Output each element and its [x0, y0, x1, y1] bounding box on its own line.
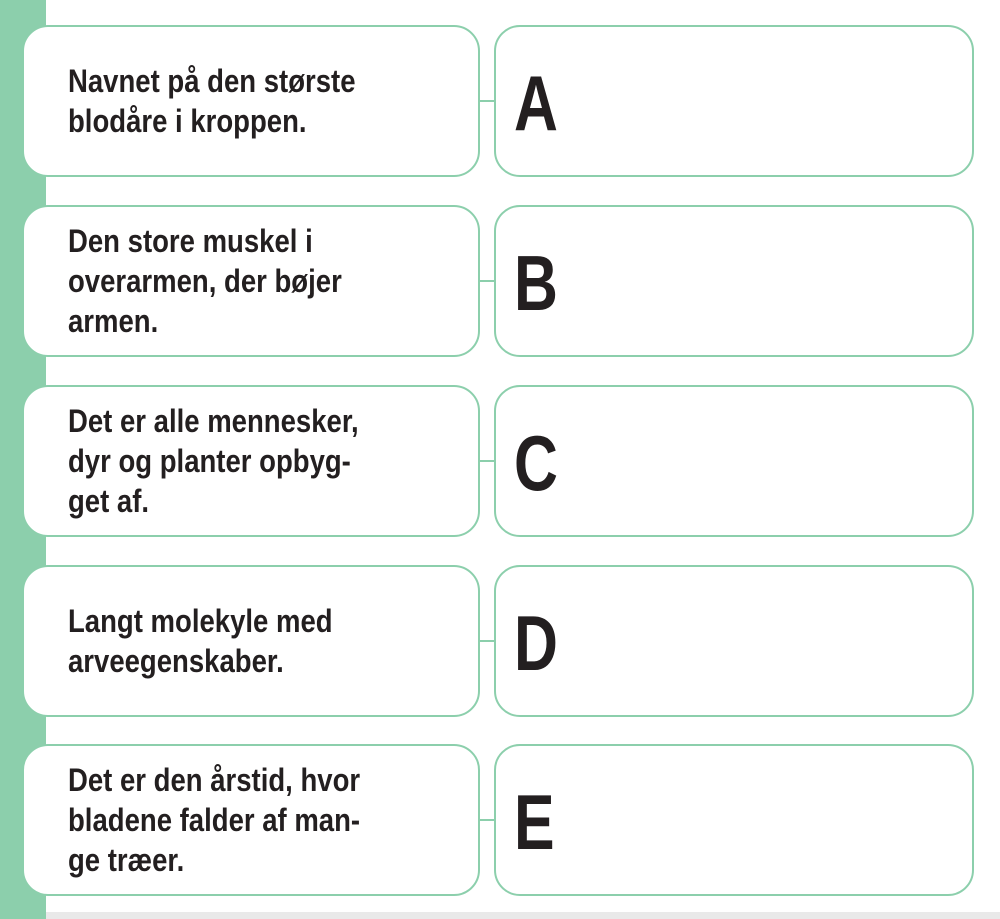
- answer-box-d[interactable]: [494, 565, 974, 717]
- answer-box-e[interactable]: [494, 744, 974, 896]
- connector-line: [480, 640, 494, 642]
- clue-text-d: [68, 601, 333, 681]
- clue-line: overarmen, der bøjer: [68, 263, 342, 299]
- clue-line: get af.: [68, 483, 150, 519]
- clue-line: Navnet på den største: [68, 63, 356, 99]
- clue-line: dyr og planter opbyg-: [68, 443, 351, 479]
- connector-line: [480, 280, 494, 282]
- answer-letter-c: C: [514, 419, 558, 507]
- quiz-row-d: [0, 565, 1000, 721]
- connector-line: [480, 100, 494, 102]
- answer-letter-b: B: [514, 239, 558, 327]
- quiz-row-a: [0, 25, 1000, 181]
- clue-box-a: [22, 25, 480, 177]
- quiz-row-c: [0, 385, 1000, 541]
- clue-line: Det er alle mennesker,: [68, 403, 359, 439]
- bottom-divider: [46, 912, 1000, 919]
- clue-line: arveegenskaber.: [68, 643, 284, 679]
- clue-line: armen.: [68, 303, 159, 339]
- clue-line: blodåre i kroppen.: [68, 103, 307, 139]
- clue-box-c: [22, 385, 480, 537]
- clue-text-e: [68, 760, 360, 880]
- clue-line: bladene falder af man-: [68, 802, 361, 838]
- answer-box-a[interactable]: [494, 25, 974, 177]
- clue-box-e: [22, 744, 480, 896]
- clue-line: Den store muskel i: [68, 223, 313, 259]
- quiz-row-e: [0, 744, 1000, 900]
- answer-letter-e: E: [514, 778, 555, 866]
- answer-box-b[interactable]: [494, 205, 974, 357]
- answer-letter-a: A: [514, 59, 558, 147]
- clue-line: Det er den årstid, hvor: [68, 762, 361, 798]
- connector-line: [480, 460, 494, 462]
- quiz-row-b: [0, 205, 1000, 361]
- clue-box-d: [22, 565, 480, 717]
- answer-box-c[interactable]: [494, 385, 974, 537]
- answer-letter-d: D: [514, 599, 558, 687]
- clue-text-b: [68, 221, 342, 341]
- clue-box-b: [22, 205, 480, 357]
- clue-line: Langt molekyle med: [68, 603, 333, 639]
- clue-text-c: [68, 401, 359, 521]
- clue-line: ge træer.: [68, 842, 185, 878]
- clue-text-a: [68, 61, 356, 141]
- connector-line: [480, 819, 494, 821]
